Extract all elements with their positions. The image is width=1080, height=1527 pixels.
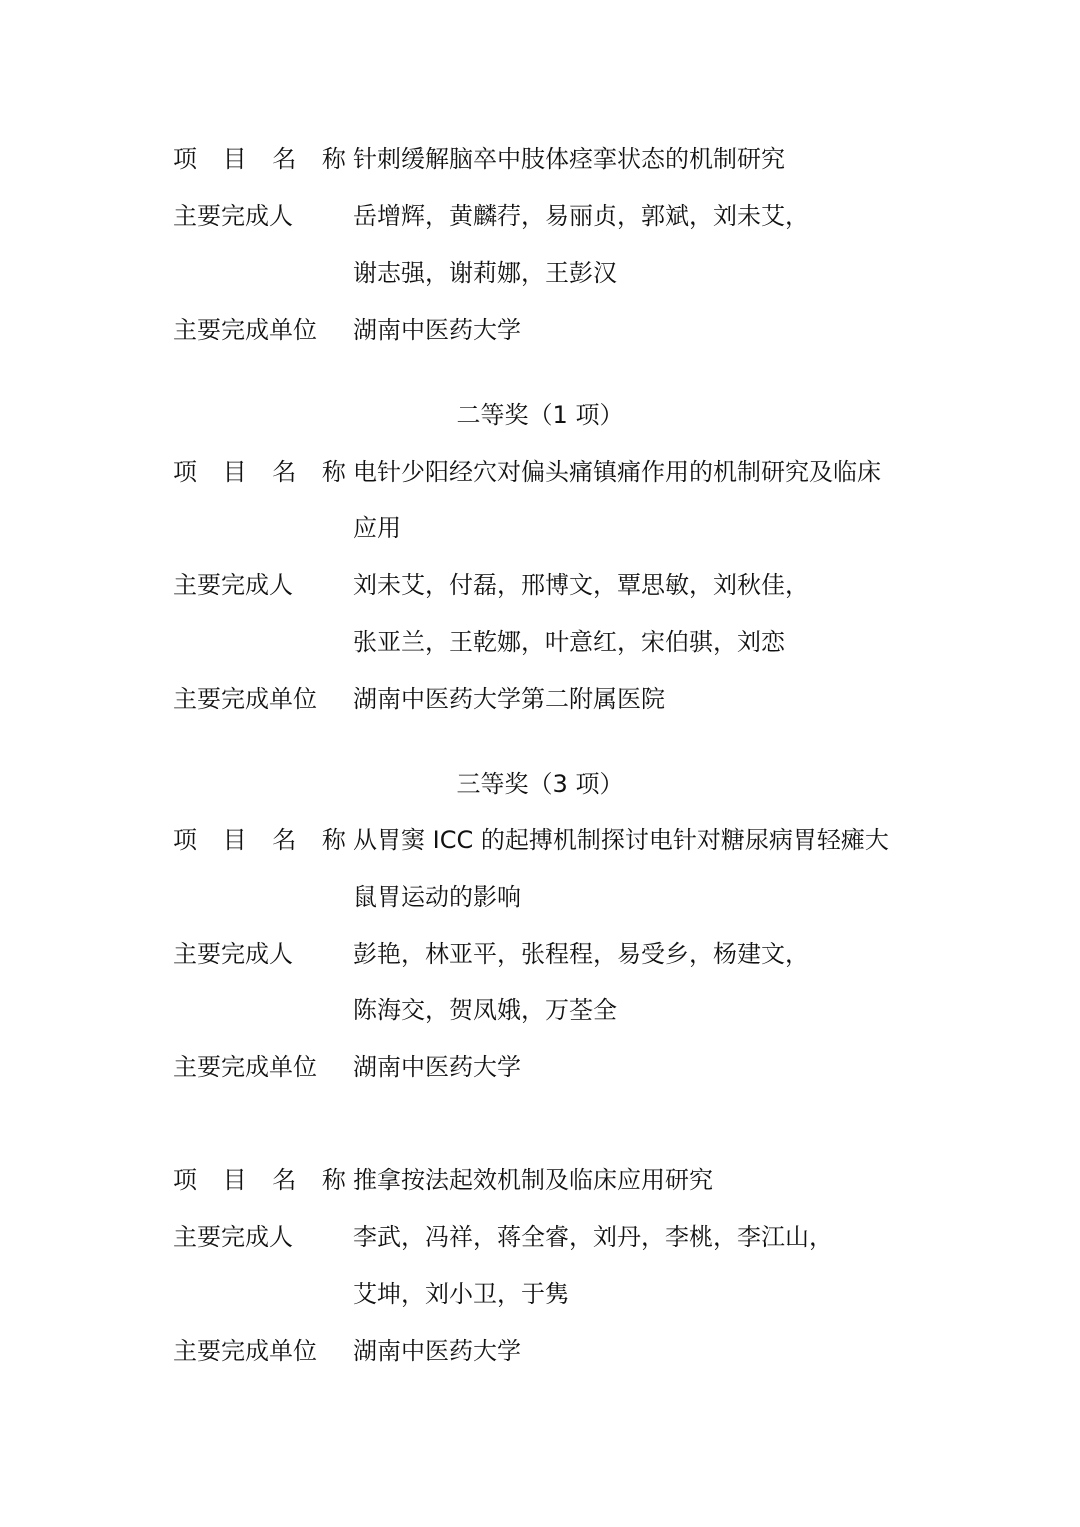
main-people-label: 主要完成人 bbox=[173, 202, 293, 230]
entry-3-unit-row bbox=[173, 1047, 933, 1087]
entry-4-unit-row bbox=[173, 1331, 933, 1371]
main-unit-label: 主要完成单位 bbox=[173, 1053, 317, 1081]
main-people-value: 彭艳，林亚平，张程程，易受乡，杨建文， bbox=[353, 940, 809, 968]
main-unit-value: 湖南中医药大学 bbox=[353, 1337, 521, 1365]
project-name-value-continued: 鼠胃运动的影响 bbox=[353, 883, 521, 911]
entry-1-unit-row bbox=[173, 310, 933, 350]
entry-1-people-row bbox=[173, 196, 933, 236]
main-people-label: 主要完成人 bbox=[173, 571, 293, 599]
entry-1-people-row-2 bbox=[173, 253, 933, 293]
entry-4-name-row bbox=[173, 1160, 933, 1200]
project-name-label: 项 目 名 称 bbox=[173, 826, 355, 854]
third-prize-heading: 三等奖（3 项） bbox=[456, 770, 624, 798]
project-name-label: 项 目 名 称 bbox=[173, 1166, 355, 1194]
entry-2-people-row bbox=[173, 565, 933, 605]
main-people-value-continued: 陈海交，贺凤娥，万荃全 bbox=[353, 996, 617, 1024]
main-people-label: 主要完成人 bbox=[173, 940, 293, 968]
main-people-value: 刘未艾，付磊，邢博文，覃思敏，刘秋佳， bbox=[353, 571, 809, 599]
main-people-value-continued: 张亚兰，王乾娜，叶意红，宋伯骐，刘恋 bbox=[353, 628, 785, 656]
entry-4-people-row-2 bbox=[173, 1274, 933, 1314]
entry-3-name-row-2 bbox=[173, 877, 933, 917]
main-unit-label: 主要完成单位 bbox=[173, 316, 317, 344]
project-name-value: 针刺缓解脑卒中肢体痉挛状态的机制研究 bbox=[353, 145, 785, 173]
entry-2-name-row-2 bbox=[173, 508, 933, 548]
entry-4-people-row bbox=[173, 1217, 933, 1257]
entry-3-name-row bbox=[173, 820, 933, 860]
main-people-value: 李武，冯祥，蒋全睿，刘丹，李桃，李江山， bbox=[353, 1223, 833, 1251]
main-unit-value: 湖南中医药大学 bbox=[353, 1053, 521, 1081]
main-people-value: 岳增辉，黄麟荇，易丽贞，郭斌，刘未艾， bbox=[353, 202, 809, 230]
main-unit-value: 湖南中医药大学第二附属医院 bbox=[353, 685, 665, 713]
project-name-label: 项 目 名 称 bbox=[173, 458, 355, 486]
entry-1-name-row bbox=[173, 139, 933, 179]
main-unit-value: 湖南中医药大学 bbox=[353, 316, 521, 344]
project-name-label: 项 目 名 称 bbox=[173, 145, 355, 173]
entry-2-name-row bbox=[173, 452, 933, 492]
project-name-value: 电针少阳经穴对偏头痛镇痛作用的机制研究及临床 bbox=[353, 458, 881, 486]
entry-3-people-row-2 bbox=[173, 990, 933, 1030]
main-unit-label: 主要完成单位 bbox=[173, 1337, 317, 1365]
project-name-value-continued: 应用 bbox=[353, 514, 401, 542]
entry-2-people-row-2 bbox=[173, 622, 933, 662]
main-unit-label: 主要完成单位 bbox=[173, 685, 317, 713]
project-name-value: 推拿按法起效机制及临床应用研究 bbox=[353, 1166, 713, 1194]
entry-3-people-row bbox=[173, 934, 933, 974]
main-people-value-continued: 艾坤，刘小卫，于隽 bbox=[353, 1280, 569, 1308]
entry-2-unit-row bbox=[173, 679, 933, 719]
project-name-value: 从胃窦 ICC 的起搏机制探讨电针对糖尿病胃轻瘫大 bbox=[353, 826, 889, 854]
second-prize-heading: 二等奖（1 项） bbox=[456, 401, 624, 429]
main-people-value-continued: 谢志强，谢莉娜，王彭汉 bbox=[353, 259, 617, 287]
main-people-label: 主要完成人 bbox=[173, 1223, 293, 1251]
